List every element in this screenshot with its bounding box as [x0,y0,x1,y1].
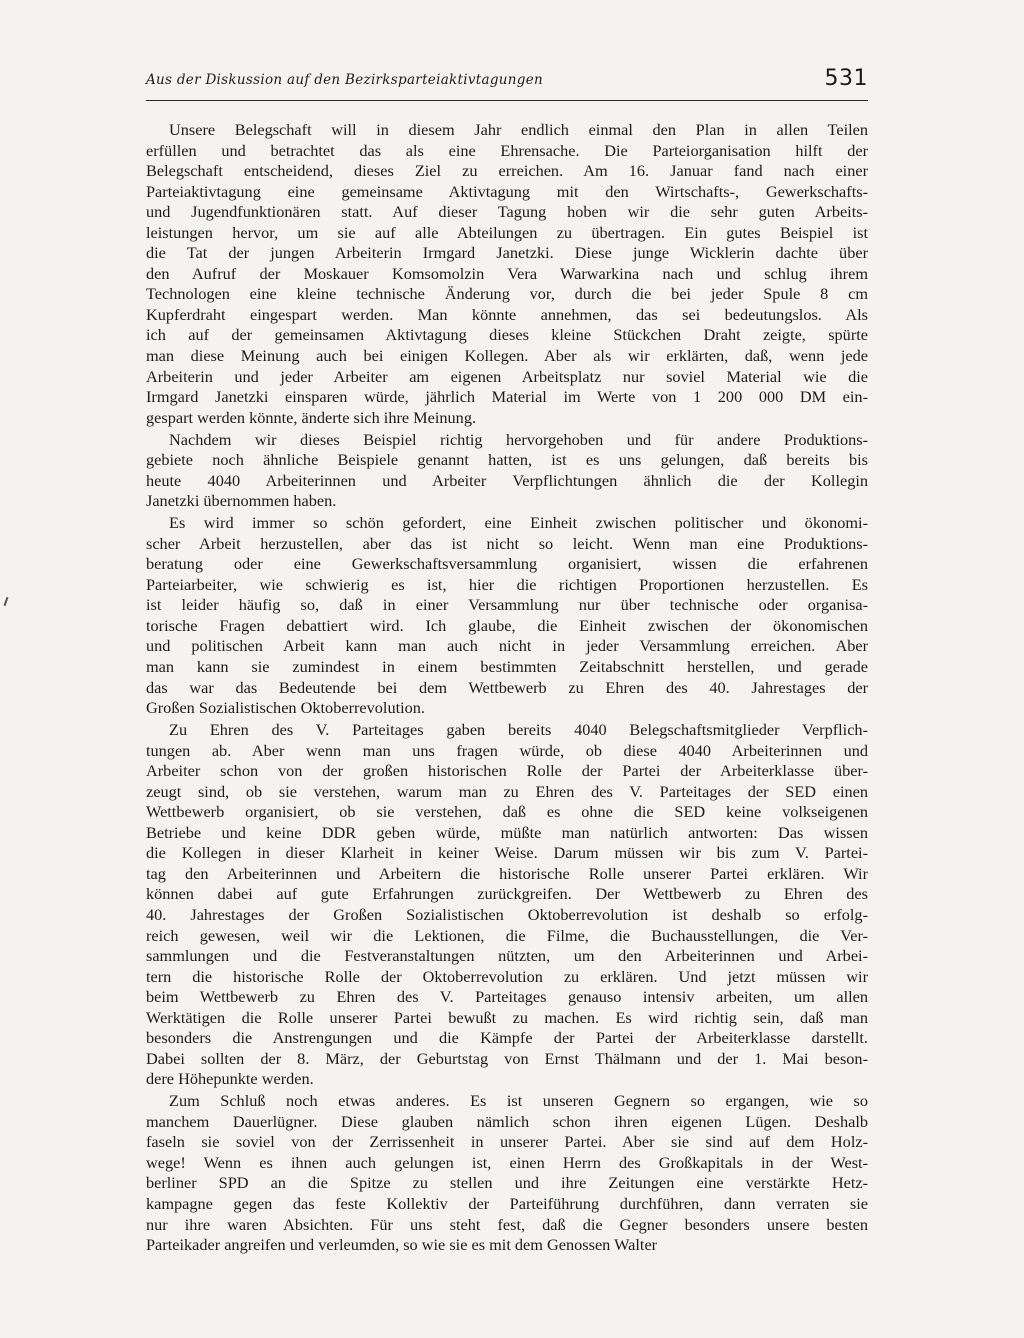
text-line: und Jugendfunktionären statt. Auf dieser Tagung hoben wir die sehr guten Arbeits- [146,202,868,222]
text-line: gespart werden könnte, änderte sich ihre Meinung. [146,407,477,427]
text-line: wege! Wenn es ihnen auch gelungen ist, einen Herrn des Großkapitals in der West- [146,1152,868,1172]
text-line: 40. Jahrestages der Großen Sozialistischen Oktoberrevolution ist deshalb so erfolg- [146,904,868,924]
text-line: die Tat der jungen Arbeiterin Irmgard Janetzki. Diese junge Wicklerin dachte über [146,243,868,263]
text-line: Zu Ehren des V. Parteitages gaben bereits 4040 Belegschaftsmitglieder Verpflich- [169,720,868,740]
text-line: Nachdem wir dieses Beispiel richtig hervorgehoben und für andere Produktions- [169,429,868,449]
text-line: die Kollegen in dieser Klarheit in keiner Weise. Darum müssen wir bis zum V. Partei- [146,843,868,863]
text-line: Großen Sozialistischen Oktoberrevolution. [146,698,425,718]
paragraph [146,513,868,718]
text-line: Technologen eine kleine technische Änderung vor, durch die bei jeder Spule 8 cm [146,284,868,304]
text-line: faseln sie soviel von der Zerrissenheit in unserer Partei. Aber sie sind auf dem Holz- [146,1132,868,1152]
text-line: Janetzki übernommen haben. [146,491,337,511]
text-line: Irmgard Janetzki einsparen würde, jährlich Material im Werte von 1 200 000 DM ein- [146,387,868,407]
paragraph [146,120,868,428]
text-line: Werktätigen die Rolle unserer Partei bewußt zu machen. Es wird richtig sein, daß man [146,1007,868,1027]
text-line: tungen ab. Aber wenn man uns fragen würde, ob diese 4040 Arbeiterinnen und [146,740,868,760]
text-line: dere Höhepunkte werden. [146,1069,314,1089]
text-line: manchem Dauerlügner. Diese glauben nämlich schon ihren eigenen Lügen. Deshalb [146,1111,868,1131]
header-rule [146,100,868,101]
paragraph [146,1091,868,1255]
text-line: reich gewesen, weil wir die Lektionen, die Filme, die Buchausstellungen, die Ver- [146,925,868,945]
text-line: zeugt sind, ob sie verstehen, warum man zu Ehren des V. Parteitages der SED einen [146,781,868,801]
text-line: nur ihre waren Absichten. Für uns steht fest, daß die Gegner besonders unsere besten [146,1214,868,1234]
text-line: Es wird immer so schön gefordert, eine Einheit zwischen politischer und ökonomi- [169,513,868,533]
text-line: ich auf der gemeinsamen Aktivtagung dieses kleine Stückchen Draht zeigte, spürte [146,325,868,345]
text-line: Parteiarbeiter, wie schwierig es ist, hier die richtigen Proportionen herzustellen. Es [146,574,868,594]
text-line: Dabei sollten der 8. März, der Geburtstag von Ernst Thälmann und der 1. Mai beson- [146,1048,868,1068]
text-line: beratung oder eine Gewerkschaftsversammlung organisiert, wissen die erfahrenen [146,554,868,574]
text-line: Parteikader angreifen und verleumden, so wie sie es mit dem Genossen Walter [146,1235,658,1255]
text-line: sammlungen und die Festveranstaltungen nützten, um den Arbeiterinnen und Arbei- [146,946,868,966]
margin-mark [4,597,9,606]
text-line: gebiete noch ähnliche Beispiele genannt hatten, ist es uns gelungen, daß bereits bis [146,450,868,470]
text-line: und politischen Arbeit kann man auch nicht in jeder Versammlung erreichen. Aber [146,636,868,656]
text-line: beim Wettbewerb zu Ehren des V. Parteitages genauso intensiv arbeiten, um allen [146,987,868,1007]
text-line: Belegschaft entscheidend, dieses Ziel zu erreichen. Am 16. Januar fand nach einer [146,161,868,181]
text-line: man kann sie zumindest in einem bestimmten Zeitabschnitt herstellen, und gerade [146,657,868,676]
text-line: Kupferdraht eingespart werden. Man könnte annehmen, das sei bedeutungslos. Als [146,304,868,324]
text-line: kampagne gegen das feste Kollektiv der Parteiführung durchführen, dann verraten sie [146,1194,868,1213]
text-line: Arbeiter schon von der großen historischen Rolle der Partei der Arbeiterklasse über- [146,761,868,781]
text-line: tern die historische Rolle der Oktoberrevolution zu erklären. Und jetzt müssen wir [146,966,868,986]
text-line: scher Arbeit herzustellen, aber das ist nicht so leicht. Wenn man eine Produktions- [146,533,868,553]
text-line: berliner SPD an die Spitze zu stellen und ihre Zeitungen eine verstärkte Hetz- [146,1173,868,1193]
page-number: 531 [824,66,868,91]
text-line: besonders die Anstrengungen und die Kämpfe der Partei der Arbeiterklasse darstellt. [146,1028,868,1048]
text-line: torische Fragen debattiert wird. Ich glaube, die Einheit zwischen der ökonomischen [146,615,868,635]
running-head: Aus der Diskussion auf den Bezirksparteiaktivtagungen [146,72,544,88]
text-line: Parteiaktivtagung eine gemeinsame Aktivtagung mit den Wirtschafts-, Gewerkschafts- [146,181,868,201]
page-header [146,66,868,98]
body-text [146,120,868,1257]
text-line: leistungen hervor, um sie auf alle Abteilungen zu übertragen. Ein gutes Beispiel ist [146,222,868,242]
paragraph [146,430,868,512]
text-line: tag den Arbeiterinnen und Arbeitern die historische Rolle unserer Partei erklären. Wir [146,863,868,883]
text-line: können dabei auf gute Erfahrungen zurückgreifen. Der Wettbewerb zu Ehren des [146,884,868,904]
text-line: Unsere Belegschaft will in diesem Jahr endlich einmal den Plan in allen Teilen [169,120,868,139]
text-line: den Aufruf der Moskauer Komsomolzin Vera Warwarkina nach und schlug ihrem [146,263,868,283]
text-line: erfüllen und betrachtet das als eine Ehrensache. Die Parteiorganisation hilft der [146,140,868,160]
text-line: man diese Meinung auch bei einigen Kollegen. Aber als wir erklärten, daß, wenn jede [146,346,868,366]
text-line: Betriebe und keine DDR geben würde, müßte man natürlich antworten: Das wissen [146,822,868,842]
text-line: Zum Schluß noch etwas anderes. Es ist unseren Gegnern so ergangen, wie so [169,1091,868,1111]
text-line: ist leider häufig so, daß in einer Versammlung nur über technische oder organisa- [146,595,868,615]
text-line: Arbeiterin und jeder Arbeiter am eigenen Arbeitsplatz nur soviel Material wie die [146,366,868,386]
text-line: Wettbewerb organisiert, ob sie verstehen, daß es ohne die SED keine volkseigenen [146,802,868,822]
text-line: heute 4040 Arbeiterinnen und Arbeiter Verpflichtungen ähnlich die der Kollegin [146,470,868,490]
paragraph [146,720,868,1090]
text-line: das war das Bedeutende bei dem Wettbewerb zu Ehren des 40. Jahrestages der [146,677,868,697]
